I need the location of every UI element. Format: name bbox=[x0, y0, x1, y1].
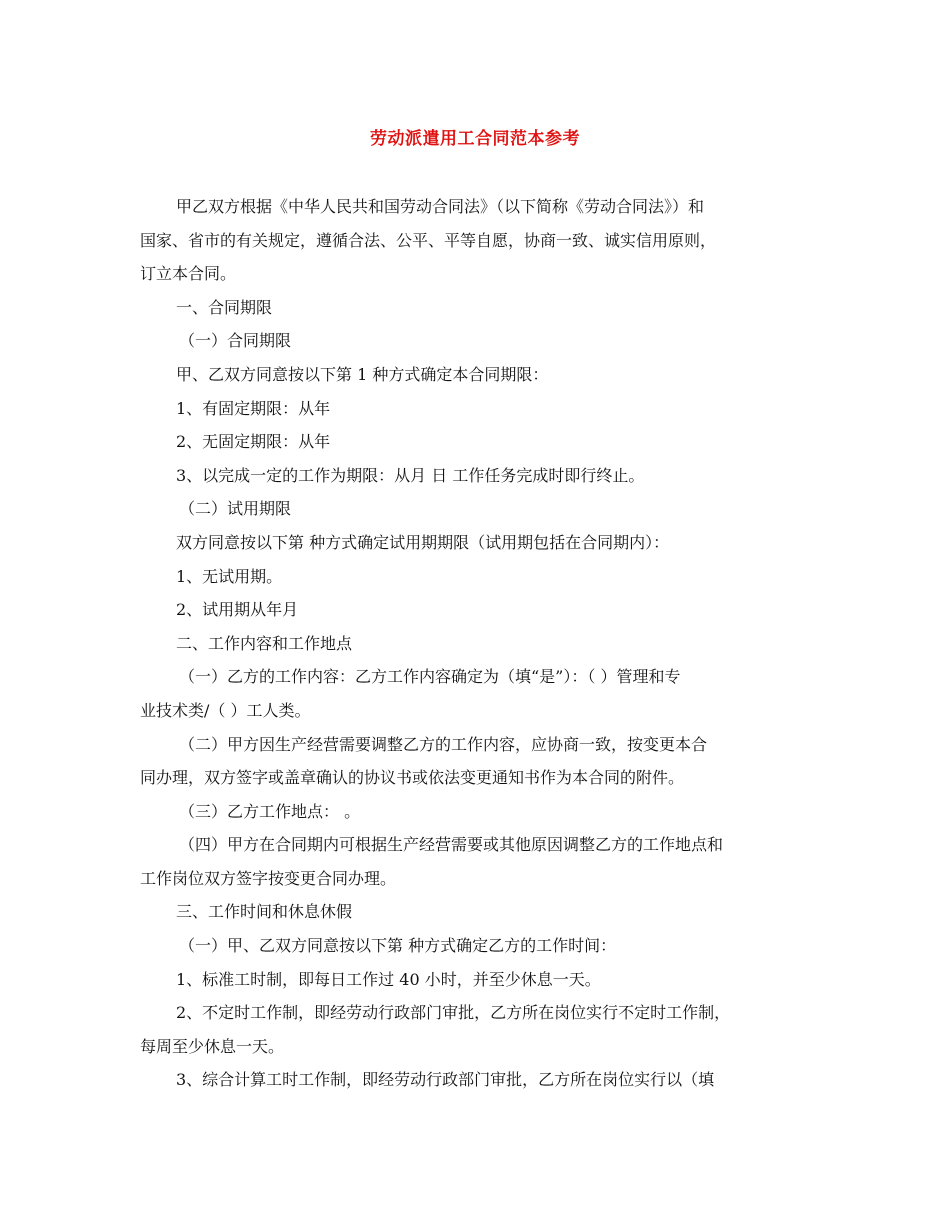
list-item: 2、不定时工作制，即经劳动行政部门审批，乙方所在岗位实行不定时工作制， bbox=[176, 1003, 731, 1023]
paragraph-line: 工作岗位双方签字按变更合同办理。 bbox=[140, 868, 397, 888]
list-item: 3、综合计算工时工作制，即经劳动行政部门审批，乙方所在岗位实行以（填 bbox=[176, 1070, 715, 1090]
list-item: 2、无固定期限：从年 bbox=[176, 432, 331, 452]
paragraph-line: （四）甲方在合同期内可根据生产经营需要或其他原因调整乙方的工作地点和 bbox=[179, 835, 724, 855]
paragraph-line: 双方同意按以下第 种方式确定试用期期限（试用期包括在合同期内）： bbox=[176, 532, 670, 552]
subsection-heading: （二）试用期限 bbox=[179, 499, 292, 519]
paragraph-line: 订立本合同。 bbox=[140, 264, 237, 284]
paragraph-line: （二）甲方因生产经营需要调整乙方的工作内容，应协商一致，按变更本合 bbox=[179, 734, 708, 754]
paragraph-line: （一）甲、乙双方同意按以下第 种方式确定乙方的工作时间： bbox=[179, 936, 617, 956]
paragraph-line: 业技术类/（ ）工人类。 bbox=[140, 700, 311, 720]
paragraph-line: （一）乙方的工作内容：乙方工作内容确定为（填“是”）：（ ）管理和专 bbox=[179, 667, 681, 687]
paragraph-line: 甲乙双方根据《中华人民共和国劳动合同法》（以下简称《劳动合同法》）和 bbox=[176, 197, 705, 216]
paragraph-line: 每周至少休息一天。 bbox=[140, 1036, 285, 1056]
document-title: 劳动派遣用工合同范本参考 bbox=[370, 129, 580, 149]
subsection-heading: （一）合同期限 bbox=[179, 331, 292, 351]
list-item: 1、无试用期。 bbox=[176, 566, 283, 586]
paragraph-line: （三）乙方工作地点： 。 bbox=[179, 801, 361, 821]
section-heading: 三、工作时间和休息休假 bbox=[176, 902, 353, 922]
list-item: 3、以完成一定的工作为期限：从月 日 工作任务完成时即行终止。 bbox=[176, 465, 645, 485]
paragraph-line: 国家、省市的有关规定，遵循合法、公平、平等自愿，协商一致、诚实信用原则， bbox=[140, 230, 717, 250]
section-heading: 一、合同期限 bbox=[176, 297, 273, 317]
list-item: 2、试用期从年月 bbox=[176, 600, 299, 620]
list-item: 1、标准工时制，即每日工作过 40 小时，并至少休息一天。 bbox=[176, 969, 601, 989]
list-item: 1、有固定期限：从年 bbox=[176, 398, 331, 418]
paragraph-line: 甲、乙双方同意按以下第 1 种方式确定本合同期限： bbox=[176, 364, 549, 384]
paragraph-line: 同办理，双方签字或盖章确认的协议书或依法变更通知书作为本合同的附件。 bbox=[140, 768, 685, 788]
section-heading: 二、工作内容和工作地点 bbox=[176, 633, 353, 653]
document-body bbox=[0, 190, 950, 1097]
